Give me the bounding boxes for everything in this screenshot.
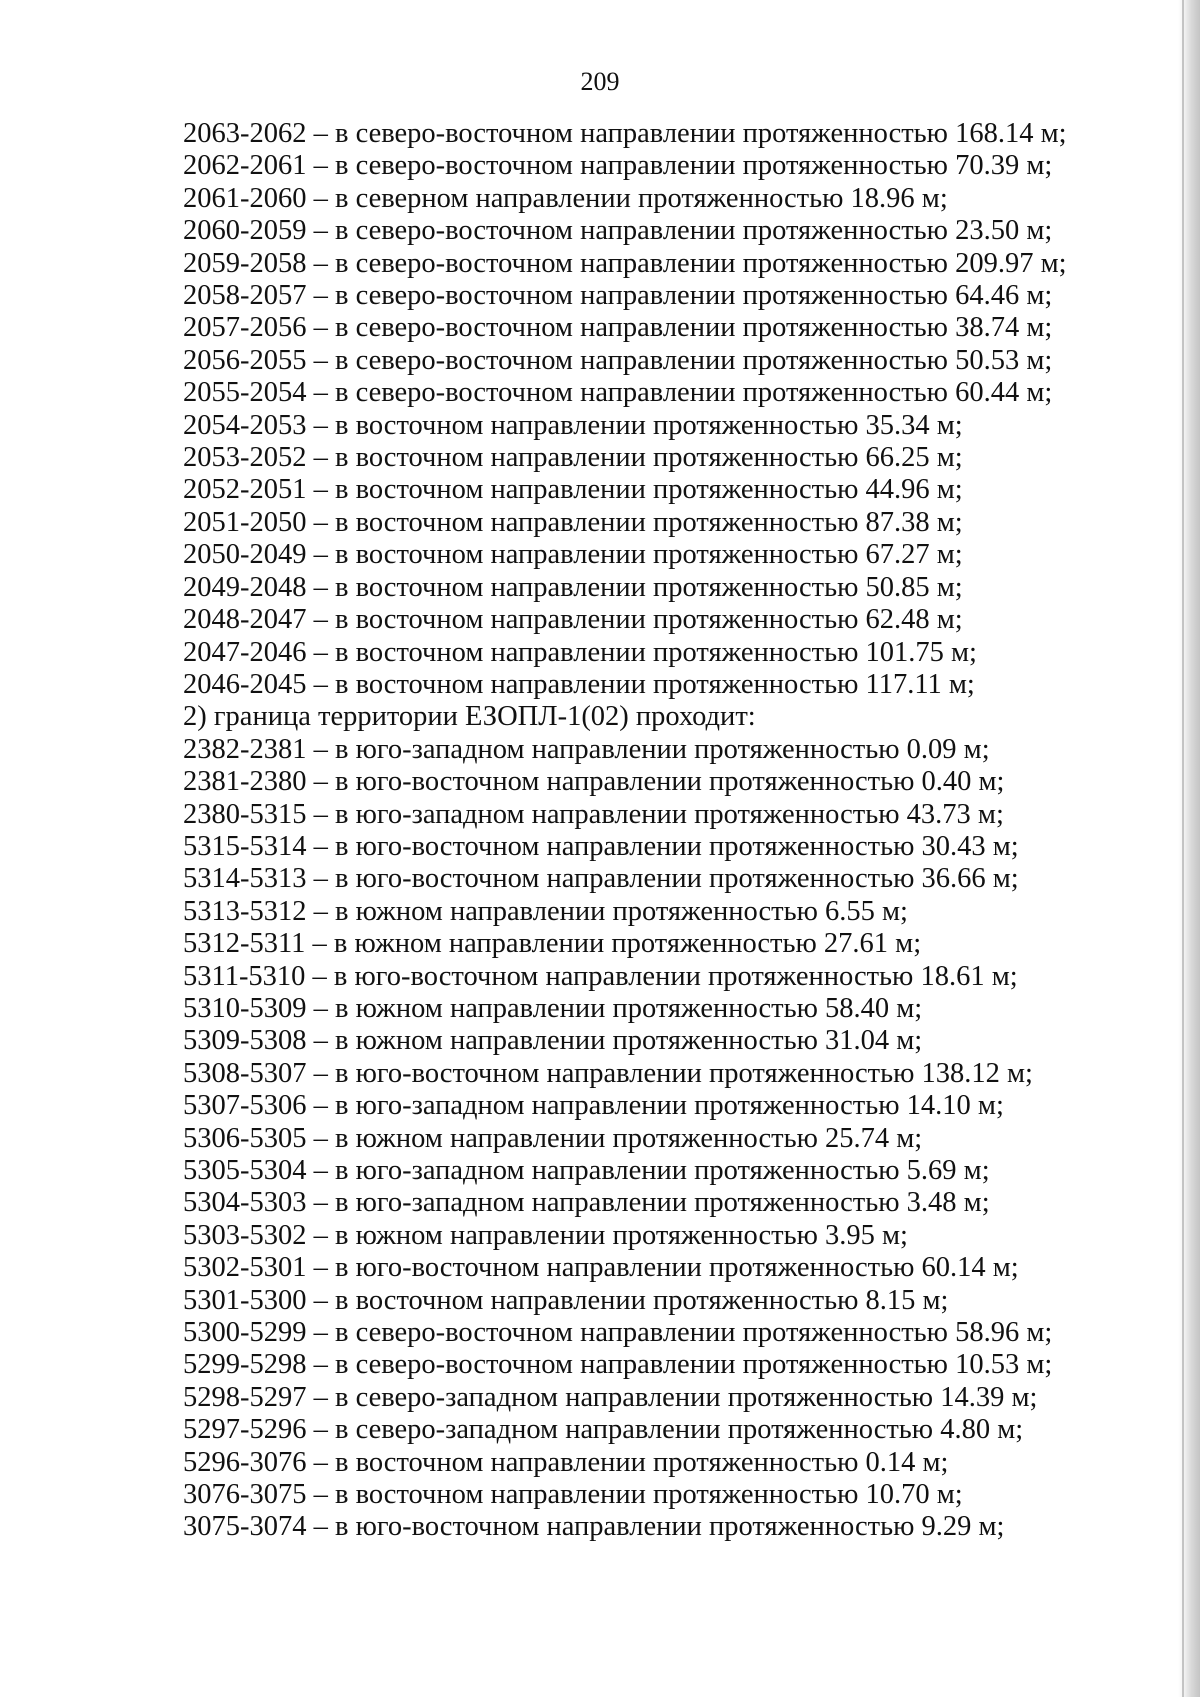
text-line: 5298-5297 – в северо-западном направлении протяженностью 14.39 м; xyxy=(183,1381,1038,1413)
text-line: 5305-5304 – в юго-западном направлении протяженностью 5.69 м; xyxy=(183,1155,990,1186)
text-line: 5303-5302 – в южном направлении протяженностью 3.95 м; xyxy=(183,1219,908,1251)
text-line: 5300-5299 – в северо-восточном направлении протяженностью 58.96 м; xyxy=(183,1317,1053,1349)
text-line: 2046-2045 – в восточном направлении протяженностью 117.11 м; xyxy=(183,668,975,700)
text-line: 2049-2048 – в восточном направлении протяженностью 50.85 м; xyxy=(183,571,963,603)
text-line: 2054-2053 – в восточном направлении протяженностью 35.34 м; xyxy=(183,409,963,441)
text-line: 5296-3076 – в восточном направлении протяженностью 0.14 м; xyxy=(183,1446,949,1478)
text-line: 2051-2050 – в восточном направлении протяженностью 87.38 м; xyxy=(183,506,963,538)
text-line: 5301-5300 – в восточном направлении протяженностью 8.15 м; xyxy=(183,1284,949,1316)
text-line: 2059-2058 – в северо-восточном направлении протяженностью 209.97 м; xyxy=(183,247,1067,279)
text-line: 2058-2057 – в северо-восточном направлении протяженностью 64.46 м; xyxy=(183,280,1053,312)
text-line: 2060-2059 – в северо-восточном направлении протяженностью 23.50 м; xyxy=(183,215,1053,247)
scan-edge-line xyxy=(1182,0,1184,1697)
text-line: 2062-2061 – в северо-восточном направлении протяженностью 70.39 м; xyxy=(183,150,1053,182)
text-line: 2048-2047 – в восточном направлении протяженностью 62.48 м; xyxy=(183,604,963,636)
text-line: 2063-2062 – в северо-восточном направлении протяженностью 168.14 м; xyxy=(183,118,1067,149)
text-line: 5312-5311 – в южном направлении протяженностью 27.61 м; xyxy=(183,928,922,960)
text-line: 5310-5309 – в южном направлении протяженностью 58.40 м; xyxy=(183,992,923,1024)
text-line: 2057-2056 – в северо-восточном направлении протяженностью 38.74 м; xyxy=(183,312,1053,344)
text-line: 2382-2381 – в юго-западном направлении протяженностью 0.09 м; xyxy=(183,733,990,765)
text-line: 3075-3074 – в юго-восточном направлении протяженностью 9.29 м; xyxy=(183,1511,1005,1543)
text-line: 5297-5296 – в северо-западном направлении протяженностью 4.80 м; xyxy=(183,1414,1024,1446)
text-line: 2061-2060 – в северном направлении протяженностью 18.96 м; xyxy=(183,182,948,214)
text-line: 2055-2054 – в северо-восточном направлении протяженностью 60.44 м; xyxy=(183,377,1053,409)
text-line: 2381-2380 – в юго-восточном направлении протяженностью 0.40 м; xyxy=(183,766,1005,798)
text-line: 5307-5306 – в юго-западном направлении протяженностью 14.10 м; xyxy=(183,1090,1004,1122)
text-line: 5314-5313 – в юго-восточном направлении протяженностью 36.66 м; xyxy=(183,863,1019,895)
text-line: 5311-5310 – в юго-восточном направлении протяженностью 18.61 м; xyxy=(183,960,1018,992)
text-line: 2380-5315 – в юго-западном направлении протяженностью 43.73 м; xyxy=(183,798,1004,830)
text-line: 2052-2051 – в восточном направлении протяженностью 44.96 м; xyxy=(183,474,963,506)
text-line: 2047-2046 – в восточном направлении протяженностью 101.75 м; xyxy=(183,636,977,668)
text-line: 2) граница территории ЕЗОПЛ-1(02) проходит: xyxy=(183,701,756,733)
text-line: 5306-5305 – в южном направлении протяженностью 25.74 м; xyxy=(183,1122,923,1154)
page-number: 209 xyxy=(580,67,620,96)
text-line: 5308-5307 – в юго-восточном направлении протяженностью 138.12 м; xyxy=(183,1057,1033,1089)
text-line: 2056-2055 – в северо-восточном направлении протяженностью 50.53 м; xyxy=(183,344,1053,376)
text-line: 5302-5301 – в юго-восточном направлении протяженностью 60.14 м; xyxy=(183,1252,1019,1284)
text-line: 5309-5308 – в южном направлении протяженностью 31.04 м; xyxy=(183,1025,923,1057)
text-line: 2050-2049 – в восточном направлении протяженностью 67.27 м; xyxy=(183,539,963,571)
text-line: 3076-3075 – в восточном направлении протяженностью 10.70 м; xyxy=(183,1479,963,1511)
text-line: 5299-5298 – в северо-восточном направлении протяженностью 10.53 м; xyxy=(183,1349,1053,1381)
text-line: 5304-5303 – в юго-западном направлении протяженностью 3.48 м; xyxy=(183,1187,990,1219)
text-line: 5315-5314 – в юго-восточном направлении протяженностью 30.43 м; xyxy=(183,830,1019,862)
text-line: 5313-5312 – в южном направлении протяженностью 6.55 м; xyxy=(183,895,908,927)
boundary-description xyxy=(183,118,1123,1544)
text-line: 2053-2052 – в восточном направлении протяженностью 66.25 м; xyxy=(183,442,963,474)
